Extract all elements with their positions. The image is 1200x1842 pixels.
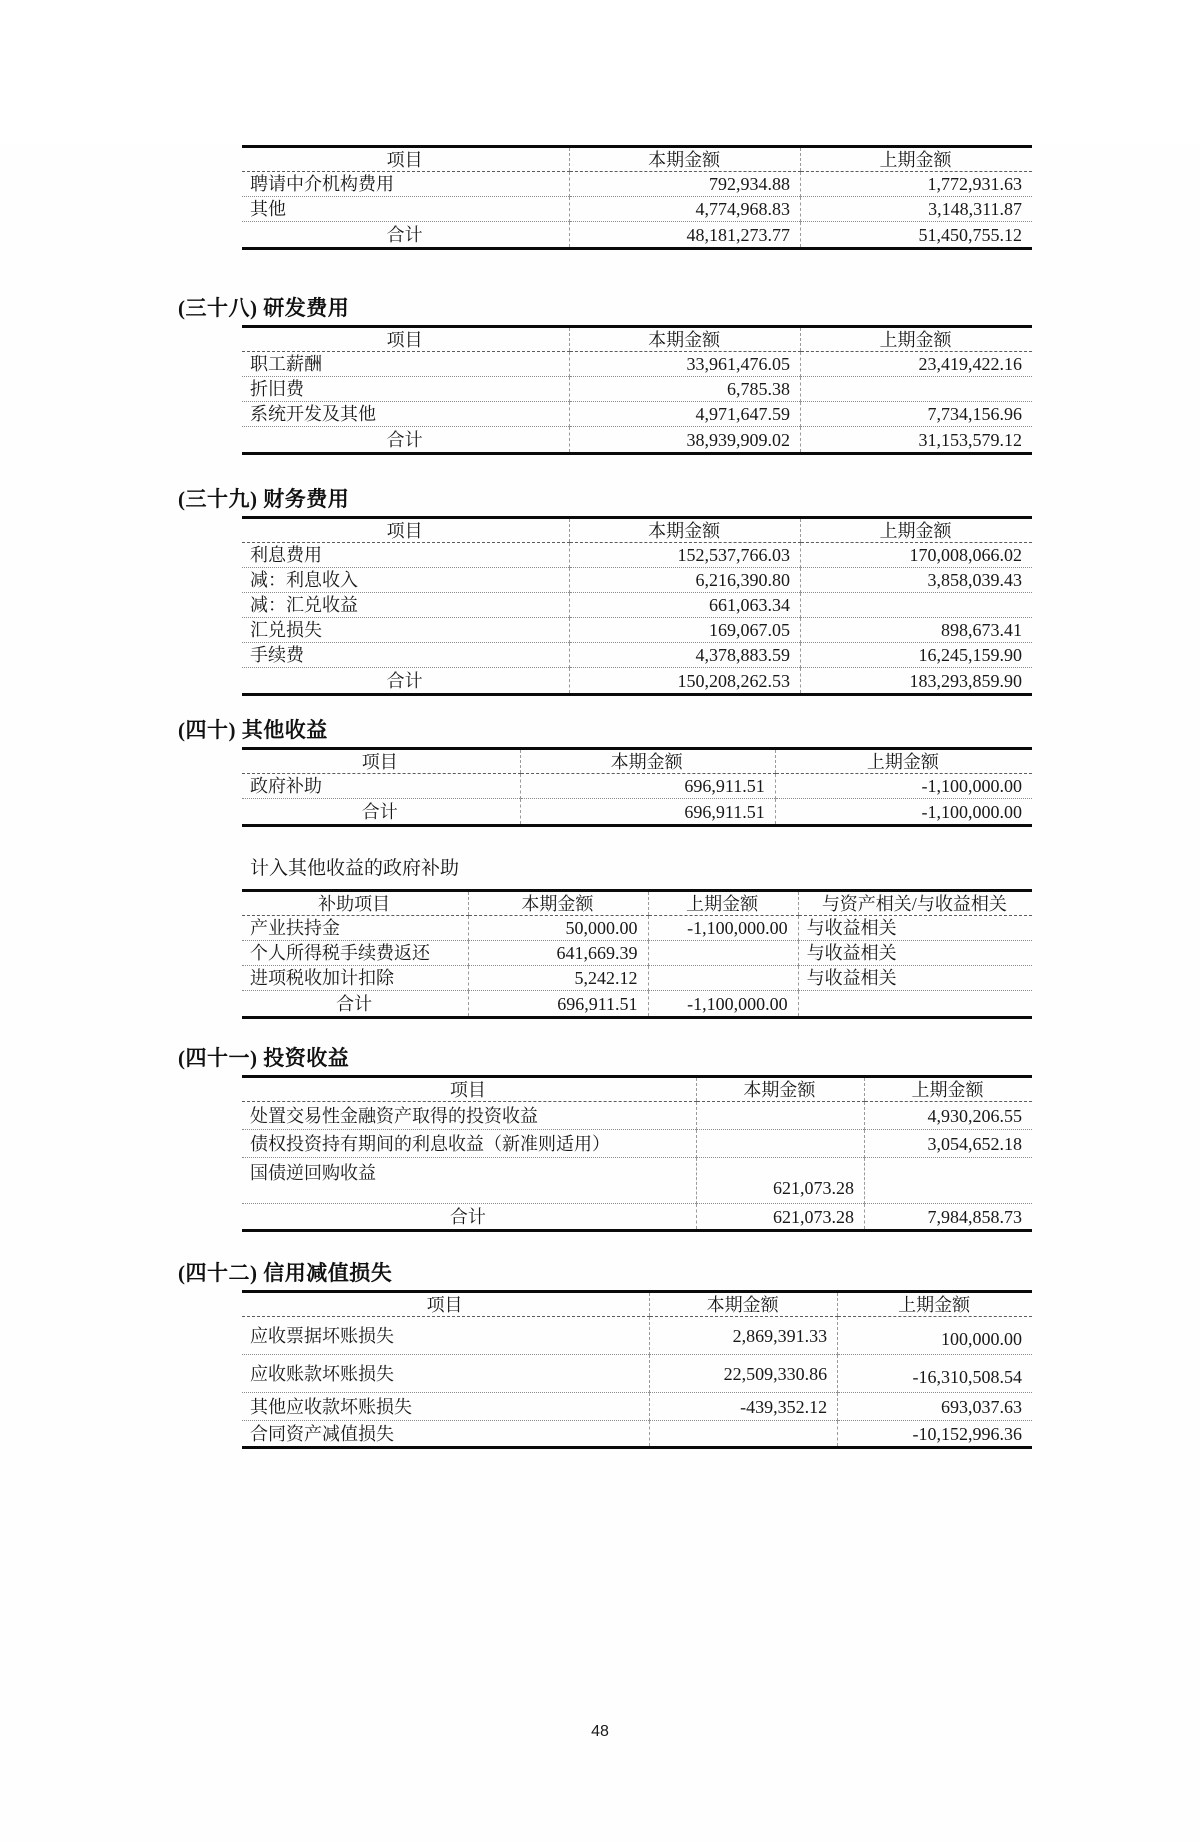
table-header-cell: 项目	[242, 147, 570, 172]
table-row	[242, 352, 1032, 377]
total-row	[242, 799, 1032, 826]
table-header-row	[242, 327, 1032, 352]
table-cell: 3,148,311.87	[801, 197, 1032, 222]
table-cell: 6,216,390.80	[570, 568, 801, 593]
table-cell: 系统开发及其他	[242, 402, 570, 427]
table-header-cell: 项目	[242, 327, 570, 352]
table-cell: 汇兑损失	[242, 618, 570, 643]
table-cell: 合计	[336, 993, 373, 1014]
table-cell: 产业扶持金	[242, 916, 469, 941]
table-header-cell: 本期金额	[570, 327, 801, 352]
document-page	[0, 145, 1200, 1842]
table-header-cell: 上期金额	[775, 749, 1032, 774]
total-row	[242, 222, 1032, 249]
table-cell: -16,310,508.54	[838, 1355, 1032, 1393]
table-cell: 其他	[242, 197, 570, 222]
table-header-cell: 本期金额	[469, 891, 648, 916]
data-table	[242, 145, 1032, 250]
table-header-row	[242, 1292, 1032, 1317]
table-row	[242, 543, 1032, 568]
section-sec-41	[0, 1045, 1200, 1232]
table-cell	[650, 1421, 838, 1448]
table-row	[242, 377, 1032, 402]
table-cell	[801, 377, 1032, 402]
section-intro: 计入其他收益的政府补助	[250, 858, 460, 879]
total-row	[242, 427, 1032, 454]
table-header-cell: 本期金额	[696, 1077, 864, 1102]
table-cell: 利息费用	[242, 543, 570, 568]
table-row	[242, 966, 1032, 991]
table-cell: 5,242.12	[469, 966, 648, 991]
table-cell: 合计	[386, 670, 423, 691]
table-cell: 减：汇兑收益	[242, 593, 570, 618]
table-cell: 169,067.05	[570, 618, 801, 643]
data-table	[242, 1290, 1032, 1449]
data-table	[242, 747, 1032, 827]
table-cell: 手续费	[242, 643, 570, 668]
table-row	[242, 643, 1032, 668]
section-sec-40b	[0, 856, 1200, 1019]
section-sec-37-cont	[0, 145, 1200, 250]
table-cell: 职工薪酬	[242, 352, 570, 377]
table-cell: 债权投资持有期间的利息收益（新准则适用）	[242, 1130, 696, 1158]
table-header-cell: 项目	[242, 518, 570, 543]
table-row	[242, 1393, 1032, 1421]
table-cell: 696,911.51	[520, 774, 775, 799]
table-row	[242, 593, 1032, 618]
table-header-cell: 项目	[242, 1292, 650, 1317]
table-cell: 621,073.28	[696, 1158, 864, 1204]
total-row	[242, 668, 1032, 695]
section-heading: (三十九) 财务费用	[178, 487, 350, 511]
table-header-cell: 上期金额	[801, 518, 1032, 543]
table-cell: 641,669.39	[469, 941, 648, 966]
total-row	[242, 1204, 1032, 1231]
data-table	[242, 1075, 1032, 1232]
table-cell: 合同资产减值损失	[250, 1423, 394, 1444]
table-row	[242, 172, 1032, 197]
table-header-cell: 本期金额	[570, 147, 801, 172]
section-heading: (三十八) 研发费用	[178, 296, 350, 320]
table-cell: 合计	[386, 224, 423, 245]
table-cell: -1,100,000.00	[775, 799, 1032, 826]
table-cell: -439,352.12	[650, 1393, 838, 1421]
table-row	[242, 1317, 1032, 1355]
data-table	[242, 325, 1032, 455]
table-header-cell: 项目	[242, 1077, 696, 1102]
table-row	[242, 568, 1032, 593]
table-cell: 1,772,931.63	[801, 172, 1032, 197]
table-header-cell: 与资产相关/与收益相关	[798, 891, 1032, 916]
table-cell: 与收益相关	[798, 966, 1032, 991]
table-cell: 与收益相关	[798, 941, 1032, 966]
table-cell: 聘请中介机构费用	[242, 172, 570, 197]
table-cell: -1,100,000.00	[775, 774, 1032, 799]
table-row	[242, 941, 1032, 966]
table-cell: -10,152,996.36	[838, 1421, 1032, 1448]
table-cell	[801, 593, 1032, 618]
table-cell: 个人所得税手续费返还	[242, 941, 469, 966]
table-cell: 38,939,909.02	[570, 427, 801, 454]
table-cell: 减：利息收入	[242, 568, 570, 593]
table-cell: 100,000.00	[838, 1317, 1032, 1355]
data-table	[242, 889, 1032, 1019]
table-cell: 898,673.41	[801, 618, 1032, 643]
table-cell: 152,537,766.03	[570, 543, 801, 568]
section-sec-42	[0, 1260, 1200, 1449]
table-cell: 23,419,422.16	[801, 352, 1032, 377]
table-cell: 7,734,156.96	[801, 402, 1032, 427]
section-sec-39	[0, 486, 1200, 696]
page-number: 48	[591, 1723, 609, 1740]
table-row	[242, 618, 1032, 643]
table-cell: 50,000.00	[469, 916, 648, 941]
table-cell: 51,450,755.12	[801, 222, 1032, 249]
table-cell: 合计	[449, 1206, 486, 1227]
table-cell: 与收益相关	[798, 916, 1032, 941]
total-row	[242, 991, 1032, 1018]
table-header-row	[242, 891, 1032, 916]
table-cell: 183,293,859.90	[801, 668, 1032, 695]
table-header-row	[242, 147, 1032, 172]
table-row	[242, 1421, 1032, 1448]
table-cell	[648, 941, 798, 966]
table-header-cell: 本期金额	[520, 749, 775, 774]
section-sec-38	[0, 295, 1200, 455]
table-header-cell: 本期金额	[650, 1292, 838, 1317]
table-header-row	[242, 518, 1032, 543]
table-cell: 其他应收款坏账损失	[242, 1393, 650, 1421]
section-heading: (四十) 其他收益	[178, 718, 328, 742]
table-cell: 6,785.38	[570, 377, 801, 402]
table-cell	[798, 991, 1032, 1018]
table-row	[242, 1158, 1032, 1204]
table-header-cell: 上期金额	[801, 147, 1032, 172]
data-table	[242, 516, 1032, 696]
table-row	[242, 1130, 1032, 1158]
section-heading: (四十一) 投资收益	[178, 1046, 350, 1070]
table-cell: 696,911.51	[469, 991, 648, 1018]
table-cell	[648, 966, 798, 991]
table-cell: -1,100,000.00	[648, 991, 798, 1018]
table-cell: 792,934.88	[570, 172, 801, 197]
table-row	[242, 774, 1032, 799]
table-cell: 621,073.28	[696, 1204, 864, 1231]
table-header-row	[242, 1077, 1032, 1102]
table-cell: 国债逆回购收益	[242, 1158, 696, 1204]
table-row	[242, 197, 1032, 222]
table-cell: 合计	[386, 429, 423, 450]
table-cell: 170,008,066.02	[801, 543, 1032, 568]
table-header-cell: 补助项目	[242, 891, 469, 916]
table-cell: 693,037.63	[838, 1393, 1032, 1421]
table-header-cell: 项目	[242, 749, 520, 774]
table-cell: 应收票据坏账损失	[242, 1317, 650, 1355]
table-cell: 4,774,968.83	[570, 197, 801, 222]
table-row	[242, 402, 1032, 427]
table-cell: 处置交易性金融资产取得的投资收益	[242, 1102, 696, 1130]
table-cell: 应收账款坏账损失	[242, 1355, 650, 1393]
table-cell: 31,153,579.12	[801, 427, 1032, 454]
section-heading: (四十二) 信用减值损失	[178, 1261, 393, 1285]
table-cell: 4,378,883.59	[570, 643, 801, 668]
table-cell	[696, 1102, 864, 1130]
table-row	[242, 916, 1032, 941]
table-header-cell: 上期金额	[801, 327, 1032, 352]
table-cell: 3,054,652.18	[865, 1130, 1032, 1158]
table-cell: 16,245,159.90	[801, 643, 1032, 668]
table-row	[242, 1102, 1032, 1130]
table-cell: 7,984,858.73	[865, 1204, 1032, 1231]
table-cell: 48,181,273.77	[570, 222, 801, 249]
table-cell: 合计	[361, 801, 398, 822]
table-cell: 进项税收加计扣除	[242, 966, 469, 991]
table-cell: 4,971,647.59	[570, 402, 801, 427]
table-cell: 3,858,039.43	[801, 568, 1032, 593]
table-cell	[696, 1130, 864, 1158]
sections-container	[0, 145, 1200, 1449]
table-header-cell: 本期金额	[570, 518, 801, 543]
table-cell: 661,063.34	[570, 593, 801, 618]
table-row	[242, 1355, 1032, 1393]
table-header-cell: 上期金额	[648, 891, 798, 916]
table-cell: 2,869,391.33	[650, 1317, 838, 1355]
table-cell: 折旧费	[242, 377, 570, 402]
table-cell	[865, 1158, 1032, 1204]
table-cell: 696,911.51	[520, 799, 775, 826]
table-header-row	[242, 749, 1032, 774]
table-cell: 政府补助	[242, 774, 520, 799]
table-cell: 22,509,330.86	[650, 1355, 838, 1393]
table-cell: 4,930,206.55	[865, 1102, 1032, 1130]
table-header-cell: 上期金额	[865, 1077, 1032, 1102]
table-header-cell: 上期金额	[838, 1292, 1032, 1317]
section-sec-40	[0, 717, 1200, 827]
table-cell: 33,961,476.05	[570, 352, 801, 377]
table-cell: 150,208,262.53	[570, 668, 801, 695]
table-cell: -1,100,000.00	[648, 916, 798, 941]
